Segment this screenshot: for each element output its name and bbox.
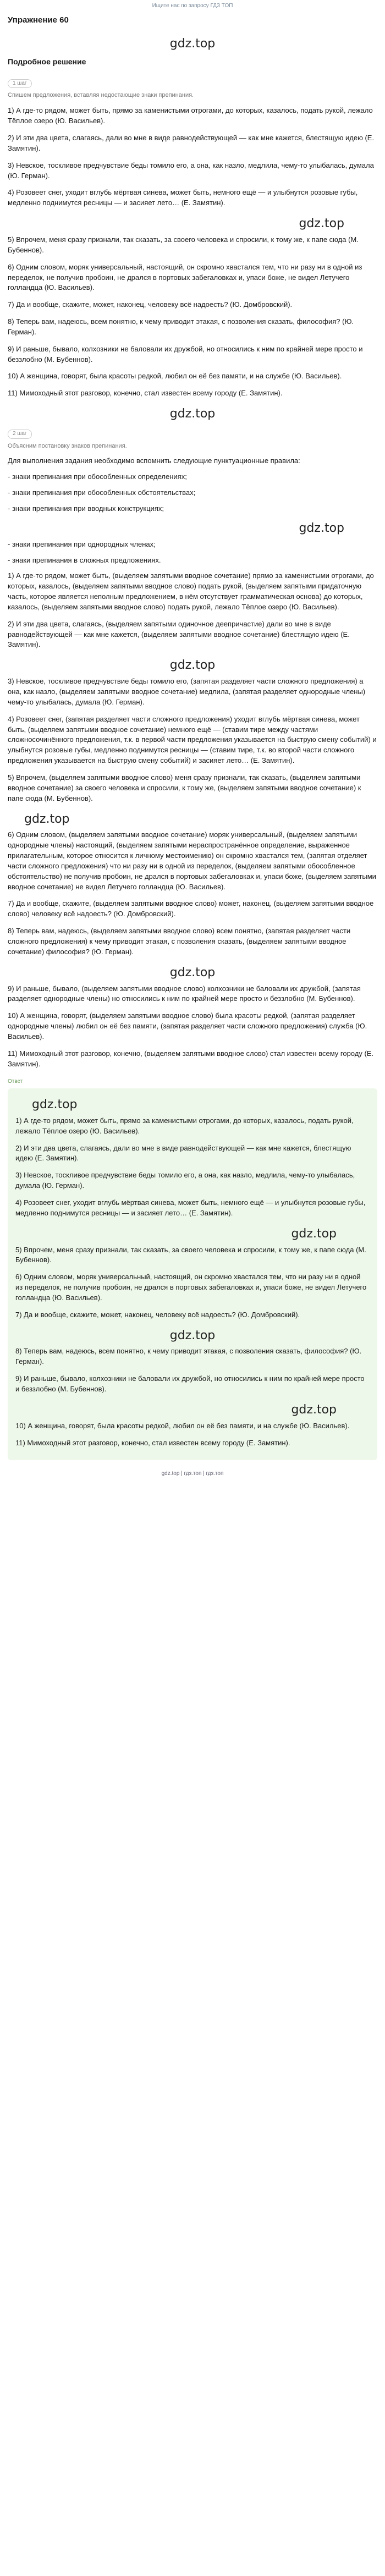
answer-item: 9) И раньше, бывало, колхозники не баловали их дружбой, но относились к ним по крайней мере просто и беззлобно (М. Бубеннов). bbox=[15, 1374, 365, 1393]
step1-item: 2) И эти два цвета, слагаясь, дали во мне в виде равнодействующей — как мне кажется, блестящую идею (Е. Замятин). bbox=[8, 134, 375, 152]
rule-item: - знаки препинания при обособленных обстоятельствах; bbox=[8, 488, 196, 497]
section-subtitle: Подробное решение bbox=[8, 57, 86, 66]
rule-item: - знаки препинания при обособленных определениях; bbox=[8, 472, 187, 481]
page-content bbox=[0, 14, 385, 1460]
step1-item: 11) Мимоходный этот разговор, конечно, стал известен всему городу (Е. Замятин). bbox=[8, 389, 283, 398]
answer-item: 8) Теперь вам, надеюсь, всем понятно, к чему приводит этакая, с позволения сказать, философия? (Ю. Герман). bbox=[15, 1347, 362, 1366]
step1-item: 10) А женщина, говорят, была красоты редкой, любил он её без памяти, и на службе (Ю. Васильев). bbox=[8, 372, 342, 381]
answer-item: 7) Да и вообще, скажите, может, наконец, человеку всё надоесть? (Ю. Домбровский). bbox=[15, 1310, 300, 1319]
step1-item: 3) Невское, тоскливое предчувствие беды томило его, а она, как назло, медлила, чему-то улыбалась, думала (Ю. Герман). bbox=[8, 161, 374, 180]
step2-item: 8) Теперь вам, надеюсь, (выделяем запятыми вводное слово) всем понятно, (запятая разделяет части сложного предложения) к чему приводит этакая, с позволения сказать, (выделяем запятыми вводное сочетание) философия? (Ю. Герман). bbox=[8, 927, 351, 956]
step2-item: 2) И эти два цвета, слагаясь, (выделяем запятыми одиночное деепричастие) дали во мне в виде равнодействующей — как мне кажется, (выделяем запятыми вводное сочетание) блестящую идею (Е. Замятин). bbox=[8, 619, 350, 649]
step1-badge: 1 шаг bbox=[8, 79, 32, 89]
step2-item: 4) Розовеет снег, (запятая разделяет части сложного предложения) уходит вглубь мёртвая синева, может быть, (выделяем запятыми вводное сочетание) немного ещё — (ставим тире между частями сложносочинённого предложения, т.к. в первой части предложения указывается на быструю смену событий) и улыбнутся розовые губы, медленно поднимутся ресницы — (ставим тире, т.к. во второй части сложного предложения указывается на быструю смену событий) и засияет лето… (Е. Замятин). bbox=[8, 714, 377, 765]
step2-item: 10) А женщина, говорят, (выделяем запятыми вводное слово) была красоты редкой, (запятая разделяет однородные члены) любил он её без памяти, (запятая разделяет части сложного предложения) служба (Ю. Васильев). bbox=[8, 1011, 367, 1041]
answer-item: 4) Розовеет снег, уходит вглубь мёртвая синева, может быть, немного ещё — и улыбнутся розовые губы, медленно поднимутся ресницы — и засияет лето… (Е. Замятин). bbox=[15, 1198, 366, 1217]
step1-item: 9) И раньше, бывало, колхозники не баловали их дружбой, но относились к ним по крайней мере просто и беззлобно (М. Бубеннов). bbox=[8, 344, 363, 364]
step2-item: 1) А где-то рядом, может быть, (выделяем запятыми вводное сочетание) прямо за каменистыми отрогами, до которых, казалось, (выделяем запятыми вводное слово) подать рукой, (выделяем запятыми придаточную часть, которое является неполным предложением, в нём отсутствует грамматическая основа) до которых, казалось, (выделяем запятыми вводное слово) подать рукой, лежало Тёплое озеро (Ю. Васильев). bbox=[8, 571, 374, 611]
watermark: gdz.top bbox=[32, 1097, 78, 1111]
step2-intro: Для выполнения задания необходимо вспомнить следующие пунктуационные правила: bbox=[8, 456, 300, 465]
step2-item: 3) Невское, тоскливое предчувствие беды томило его, (запятая разделяет части сложного предложения) а она, как назло, (выделяем запятыми вводное сочетание) медлила, (запятая разделяет однородные члены) чему-то улыбалась, думала (Ю. Герман). bbox=[8, 677, 366, 706]
footer-links[interactable]: gdz.top | гдз.топ | гдз.топ bbox=[161, 1471, 224, 1477]
step2-hint: Объясним постановку знаков препинания. bbox=[8, 442, 127, 449]
step1-item: 5) Впрочем, меня сразу признали, так сказать, за своего человека и спросили, к тому же, к папе сюда (М. Бубеннов). bbox=[8, 235, 359, 254]
rule-item: - знаки препинания в сложных предложениях. bbox=[8, 555, 161, 564]
step2-item: 6) Одним словом, (выделяем запятыми вводное сочетание) моряк универсальный, (выделяем запятыми однородные члены) настоящий, (выделяем запятыми нераспространённое определение, выраженное прилагательным, которое относится к личному местоимению) он скромно хвастался тем, (запятая отделяет части сложного предложения) что ни разу ни в одной из переделок, (выделяем запятыми обособленное обстоятельство) не получив пробоин, не дрался в портовых забегаловках и, упаси боже, (выделяем запятыми вводное сочетание) не видел Летучего голландца (Ю. Васильев). bbox=[8, 830, 376, 891]
watermark: gdz.top bbox=[169, 965, 216, 979]
watermark: gdz.top bbox=[299, 217, 344, 231]
answer-box bbox=[8, 1088, 377, 1460]
answer-item: 1) А где-то рядом, может быть, прямо за каменистыми отрогами, до которых, казалось, подать рукой, лежало Тёплое озеро (Ю. Васильев). bbox=[15, 1116, 354, 1135]
step1-item: 6) Одним словом, моряк универсальный, настоящий, он скромно хвастался тем, что ни разу ни в одной из переделок, не получив пробоин, не дрался в портовых забегаловках и, упаси боже, не видел Летучего голландца (Ю. Васильев). bbox=[8, 262, 362, 292]
watermark: gdz.top bbox=[169, 658, 216, 673]
watermark: gdz.top bbox=[169, 36, 216, 51]
rule-item: - знаки препинания при однородных членах; bbox=[8, 540, 156, 548]
watermark: gdz.top bbox=[299, 521, 344, 535]
answer-item: 5) Впрочем, меня сразу признали, так сказать, за своего человека и спросили, к тому же, к папе сюда (М. Бубеннов). bbox=[15, 1245, 366, 1264]
step1-item: 1) А где-то рядом, может быть, прямо за каменистыми отрогами, до которых, казалось, подать рукой, лежало Тёплое озеро (Ю. Васильев). bbox=[8, 106, 373, 125]
watermark: gdz.top bbox=[291, 1402, 337, 1417]
step2-badge: 2 шаг bbox=[8, 430, 32, 439]
step2-item: 5) Впрочем, (выделяем запятыми вводное слово) меня сразу признали, так сказать, (выделяем запятыми вводное сочетание) за своего человека и спросили, к тому же, (выделяем запятыми вводное сочетание) к папе сюда (М. Бубеннов). bbox=[8, 773, 361, 802]
rule-item: - знаки препинания при вводных конструкциях; bbox=[8, 504, 164, 513]
watermark: gdz.top bbox=[24, 812, 70, 826]
page-title: Упражнение 60 bbox=[8, 15, 69, 25]
step1-hint: Спишем предложения, вставляя недостающие знаки препинания. bbox=[8, 92, 194, 99]
answer-item: 2) И эти два цвета, слагаясь, дали во мне в виде равнодействующей — как мне кажется, блестящую идею (Е. Замятин). bbox=[15, 1143, 351, 1163]
watermark: gdz.top bbox=[169, 407, 216, 421]
top-link[interactable]: Ищите нас по запросу ГДЗ ТОП bbox=[152, 3, 233, 9]
answer-item: 6) Одним словом, моряк универсальный, настоящий, он скромно хвастался тем, что ни разу ни в одной из переделок, не получив пробоин, не дрался в портовых забегаловках и, упаси боже, не видел Летучего голландца (Ю. Васильев). bbox=[15, 1273, 367, 1302]
answer-item: 3) Невское, тоскливое предчувствие беды томило его, а она, как назло, медлила, чему-то улыбалась, думала (Ю. Герман). bbox=[15, 1171, 355, 1190]
answer-item: 10) А женщина, говорят, была красоты редкой, любил он её без памяти, и на службе (Ю. Васильев). bbox=[15, 1421, 350, 1430]
step2-item: 9) И раньше, бывало, (выделяем запятыми вводное слово) колхозники не баловали их дружбой, (запятая разделяет однородные члены) но относились к ним по крайней мере просто и беззлобно (М. Бубеннов). bbox=[8, 984, 361, 1003]
answer-item: 11) Мимоходный этот разговор, конечно, стал известен всему городу (Е. Замятин). bbox=[15, 1438, 290, 1447]
answer-label: Ответ bbox=[8, 1078, 23, 1085]
step2-item: 11) Мимоходный этот разговор, конечно, (выделяем запятыми вводное слово) стал известен всему городу (Е. Замятин). bbox=[8, 1049, 374, 1068]
step1-item: 7) Да и вообще, скажите, может, наконец, человеку всё надоесть? (Ю. Домбровский). bbox=[8, 300, 293, 309]
watermark: gdz.top bbox=[291, 1226, 337, 1241]
step1-item: 4) Розовеет снег, уходит вглубь мёртвая синева, может быть, немного ещё — и улыбнутся розовые губы, медленно поднимутся ресницы — и засияет лето… (Е. Замятин). bbox=[8, 188, 358, 207]
step2-item: 7) Да и вообще, скажите, (выделяем запятыми вводное слово) может, наконец, (выделяем запятыми вводное слово) человеку всё надоесть? (Ю. Домбровский). bbox=[8, 899, 374, 918]
step1-item: 8) Теперь вам, надеюсь, всем понятно, к чему приводит этакая, с позволения сказать, философия? (Ю. Герман). bbox=[8, 317, 354, 336]
watermark: gdz.top bbox=[169, 1328, 216, 1342]
